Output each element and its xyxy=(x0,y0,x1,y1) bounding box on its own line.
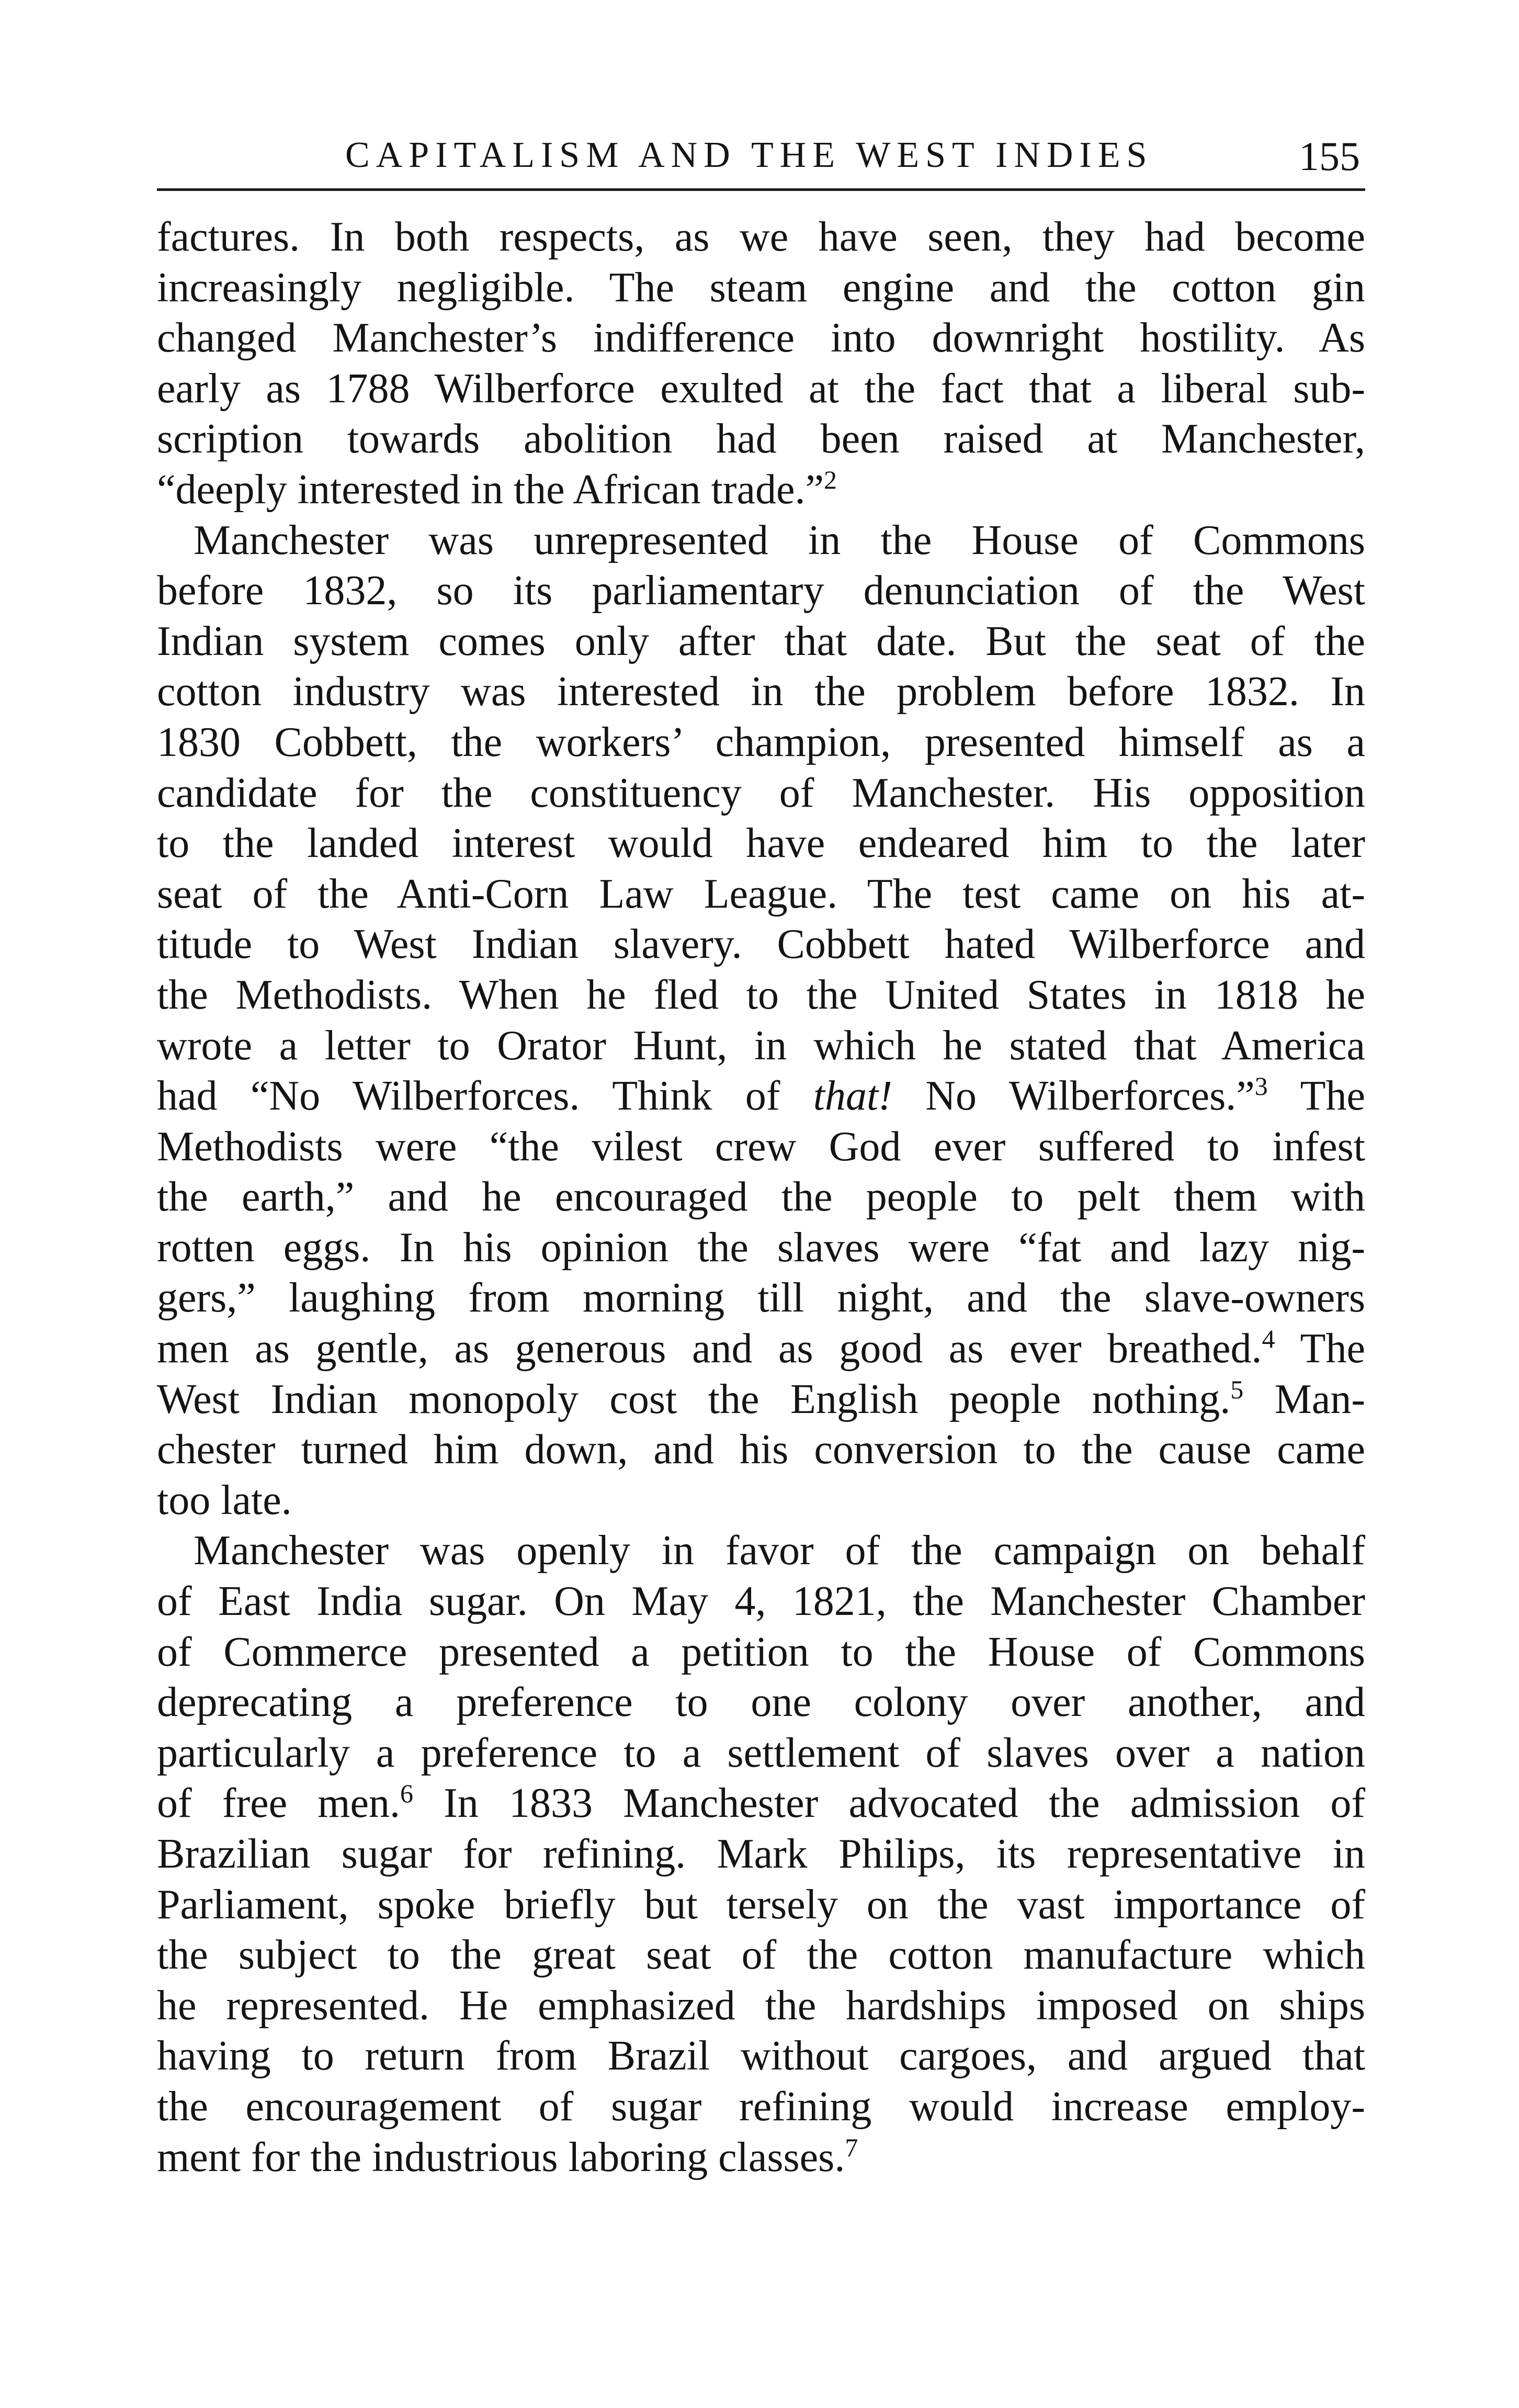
text-line xyxy=(157,2082,1365,2132)
text-segment: No Wilberforces.” xyxy=(892,1073,1255,1120)
text-segment: the Methodists. When he fled to the United States in 1818 he xyxy=(157,971,1365,1018)
paragraph xyxy=(157,515,1365,1526)
text-line xyxy=(157,818,1365,869)
text-line xyxy=(157,869,1365,920)
text-line xyxy=(157,1273,1365,1324)
text-segment: Man- xyxy=(1243,1376,1366,1422)
text-line xyxy=(157,1829,1365,1880)
text-segment: the encouragement of sugar refining would increase employ- xyxy=(157,2083,1365,2130)
body-text xyxy=(157,212,1365,2183)
text-line xyxy=(157,970,1365,1021)
text-line xyxy=(157,313,1365,364)
footnote-marker: 4 xyxy=(1262,1324,1275,1354)
text-segment: early as 1788 Wilberforce exulted at the fact that a liberal sub- xyxy=(157,365,1365,412)
text-line xyxy=(157,1475,1365,1526)
text-segment: too late. xyxy=(157,1477,292,1523)
text-segment: wrote a letter to Orator Hunt, in which he stated that America xyxy=(157,1022,1365,1069)
text-segment: Manchester was unrepresented in the House of Commons xyxy=(194,517,1365,563)
footnote-marker: 2 xyxy=(823,465,837,494)
footnote-marker: 7 xyxy=(845,2132,858,2162)
text-line xyxy=(157,2031,1365,2082)
text-line xyxy=(157,1576,1365,1627)
text-line xyxy=(157,212,1365,263)
text-line xyxy=(157,1880,1365,1930)
text-line xyxy=(157,1122,1365,1172)
text-line xyxy=(157,1627,1365,1678)
footnote-marker: 3 xyxy=(1254,1071,1268,1101)
text-line xyxy=(157,768,1365,819)
text-segment: Brazilian sugar for refining. Mark Philips, its representative in xyxy=(157,1831,1365,1877)
text-line xyxy=(157,1374,1365,1425)
text-line xyxy=(157,1981,1365,2031)
text-segment: seat of the Anti-Corn Law League. The test came on his at- xyxy=(157,871,1365,917)
text-segment: The xyxy=(1267,1073,1366,1120)
text-segment: he represented. He emphasized the hardships imposed on ships xyxy=(157,1982,1365,2029)
paragraph xyxy=(157,1525,1365,2183)
text-segment: rotten eggs. In his opinion the slaves were “fat and lazy nig- xyxy=(157,1224,1365,1271)
text-segment: to the landed interest would have endeared him to the later xyxy=(157,820,1365,867)
text-segment: chester turned him down, and his conversion to the cause came xyxy=(157,1427,1365,1473)
text-segment: changed Manchester’s indifference into downright hostility. As xyxy=(157,315,1365,361)
text-segment: Indian system comes only after that date. But the seat of the xyxy=(157,618,1365,664)
text-segment: Methodists were “the vilest crew God ever suffered to infest xyxy=(157,1123,1365,1170)
text-line xyxy=(157,1021,1365,1071)
book-page xyxy=(157,105,1365,2183)
text-segment: deprecating a preference to one colony over another, and xyxy=(157,1679,1365,1726)
text-line xyxy=(157,1677,1365,1728)
text-line xyxy=(157,1930,1365,1981)
text-segment: the earth,” and he encouraged the people to pelt them with xyxy=(157,1174,1365,1220)
page-number: 155 xyxy=(1299,133,1360,179)
text-line xyxy=(157,1324,1365,1374)
text-segment: gers,” laughing from morning till night, and the slave-owners xyxy=(157,1275,1365,1321)
text-line xyxy=(157,364,1365,414)
running-head xyxy=(157,105,1365,191)
text-line xyxy=(157,717,1365,768)
text-line xyxy=(157,2132,1365,2183)
text-segment: increasingly negligible. The steam engine and the cotton gin xyxy=(157,264,1365,311)
text-segment: scription towards abolition had been raised at Manchester, xyxy=(157,416,1365,462)
text-segment: candidate for the constituency of Manchester. His opposition xyxy=(157,770,1365,816)
text-segment: cotton industry was interested in the problem before 1832. In xyxy=(157,669,1365,715)
text-segment: before 1832, so its parliamentary denunciation of the West xyxy=(157,568,1365,614)
text-line xyxy=(157,616,1365,667)
text-line xyxy=(157,666,1365,717)
text-segment: ment for the industrious laboring classes. xyxy=(157,2134,845,2180)
footnote-marker: 5 xyxy=(1230,1374,1244,1404)
text-segment: men as gentle, as generous and as good as ever breathed. xyxy=(157,1326,1262,1372)
text-segment: West Indian monopoly cost the English people nothing. xyxy=(157,1376,1231,1422)
text-segment: of East India sugar. On May 4, 1821, the Manchester Chamber xyxy=(157,1578,1365,1625)
text-segment: Parliament, spoke briefly but tersely on the vast importance of xyxy=(157,1881,1365,1928)
text-segment: “deeply interested in the African trade.” xyxy=(157,466,824,513)
text-line xyxy=(157,515,1365,566)
text-line xyxy=(157,919,1365,970)
text-segment: factures. In both respects, as we have seen, they had become xyxy=(157,214,1365,260)
text-segment: In 1833 Manchester advocated the admission of xyxy=(413,1780,1366,1827)
text-segment: particularly a preference to a settlement of slaves over a nation xyxy=(157,1729,1365,1776)
text-segment: of free men. xyxy=(157,1780,400,1827)
text-line xyxy=(157,1223,1365,1273)
text-line xyxy=(157,1425,1365,1475)
text-line xyxy=(157,465,1365,515)
text-line xyxy=(157,1728,1365,1779)
footnote-marker: 6 xyxy=(400,1779,413,1808)
paragraph xyxy=(157,212,1365,515)
text-line xyxy=(157,566,1365,616)
text-segment: having to return from Brazil without cargoes, and argued that xyxy=(157,2033,1365,2079)
text-segment: The xyxy=(1275,1326,1366,1372)
running-head-title: CAPITALISM AND THE WEST INDIES xyxy=(345,135,1153,175)
text-line xyxy=(157,1525,1365,1576)
italic-text: that! xyxy=(813,1073,892,1120)
text-line xyxy=(157,263,1365,313)
text-line xyxy=(157,1778,1365,1829)
text-segment: had “No Wilberforces. Think of xyxy=(157,1073,813,1120)
text-segment: Manchester was openly in favor of the campaign on behalf xyxy=(194,1528,1365,1574)
text-segment: titude to West Indian slavery. Cobbett hated Wilberforce and xyxy=(157,921,1365,968)
text-segment: of Commerce presented a petition to the House of Commons xyxy=(157,1629,1365,1675)
text-segment: the subject to the great seat of the cotton manufacture which xyxy=(157,1932,1365,1979)
text-line xyxy=(157,414,1365,465)
text-line xyxy=(157,1172,1365,1223)
text-line xyxy=(157,1071,1365,1122)
text-segment: 1830 Cobbett, the workers’ champion, presented himself as a xyxy=(157,719,1365,765)
